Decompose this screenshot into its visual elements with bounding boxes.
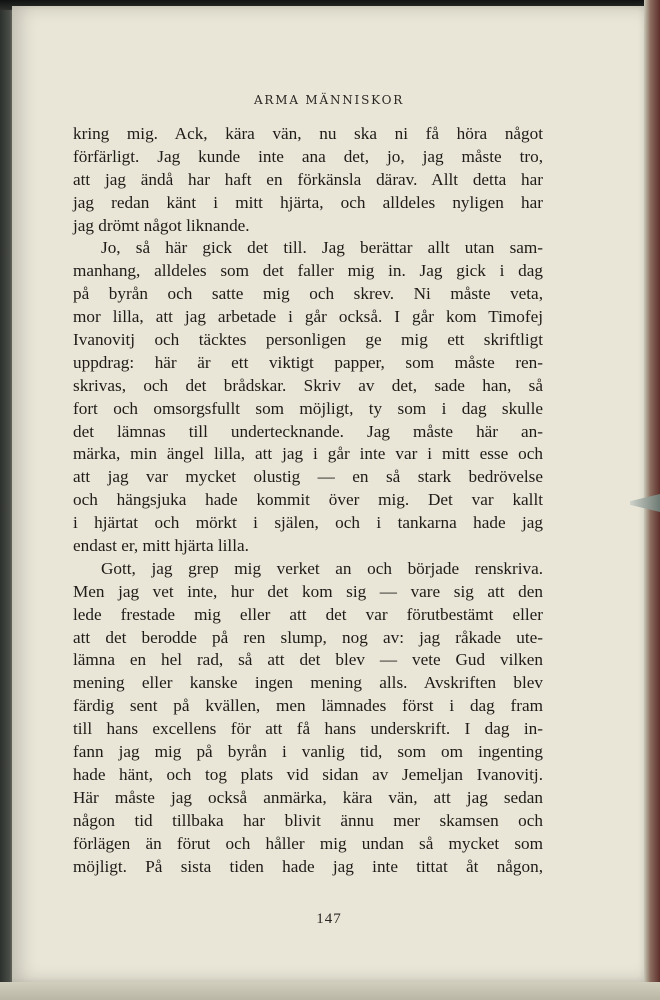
bottom-scan-edge (0, 982, 660, 1000)
text-line: förfärligt. Jag kunde inte ana det, jo, jag måste tro, (73, 146, 543, 166)
book-page (12, 6, 646, 982)
text-line: möjligt. På sista tiden hade jag inte tittat åt någon, (73, 856, 543, 876)
page-number: 147 (316, 911, 342, 927)
text-line: Men jag vet inte, hur det kom sig — vare sig att den (73, 581, 543, 601)
text-line: märka, min ängel lilla, att jag i går inte var i mitt esse och (73, 444, 543, 464)
text-line: i hjärtat och mörkt i själen, och i tankarna hade jag (73, 513, 543, 533)
text-line: lämna en hel rad, så att det blev — vete Gud vilken (73, 650, 543, 670)
text-line: manhang, alldeles som det faller mig in. Jag gick i dag (73, 261, 543, 281)
text-line: skrivas, och det brådskar. Skriv av det, sade han, så (73, 375, 543, 395)
text-line: mor lilla, att jag arbetade i går också. I går kom Timofej (73, 307, 543, 327)
text-line: någon tid tillbaka har blivit ännu mer skamsen och (73, 810, 543, 830)
text-line: Ivanovitj och täcktes personligen ge mig ett skriftligt (73, 330, 543, 350)
text-line: förlägen än förut och håller mig undan så mycket som (73, 833, 543, 853)
text-line: till hans excellens för att få hans underskrift. I dag in- (73, 719, 543, 739)
text-line: Jo, så här gick det till. Jag berättar allt utan sam- (101, 238, 543, 258)
text-line: mening eller kanske ingen mening alls. Avskriften blev (73, 673, 543, 693)
text-line: det lämnas till undertecknande. Jag måste här an- (73, 421, 543, 441)
text-line: färdig sent på kvällen, men lämnades först i dag fram (73, 696, 543, 716)
running-head: ARMA MÄNNISKOR (253, 93, 405, 107)
body-text (73, 123, 543, 878)
text-line: hade hänt, och tog plats vid sidan av Jemeljan Ivanovitj. (73, 764, 543, 784)
text-line: Gott, jag grep mig verket an och började renskriva. (101, 558, 543, 578)
text-line: Här måste jag också anmärka, kära vän, att jag sedan (73, 787, 543, 807)
text-line: lede frestade mig eller att det var förutbestämt eller (73, 604, 543, 624)
text-line: på byrån och satte mig och skrev. Ni måste veta, (73, 284, 543, 304)
text-line: och hängsjuka hade kommit över mig. Det var kallt (73, 490, 543, 510)
text-line: att det berodde på ren slump, nog av: jag råkade ute- (73, 627, 543, 647)
text-line: jag redan känt i mitt hjärta, och alldeles nyligen har (73, 192, 543, 212)
text-line: jag drömt något liknande. (73, 215, 250, 235)
text-line: kring mig. Ack, kära vän, nu ska ni få höra något (73, 124, 543, 143)
text-line: fann jag mig på byrån i vanlig tid, som om ingenting (73, 742, 543, 762)
text-line: endast er, mitt hjärta lilla. (73, 536, 249, 556)
text-line: att jag var mycket olustig — en så stark bedrövelse (73, 467, 543, 487)
text-line: fort och omsorgsfullt som möjligt, ty som i dag skulle (73, 398, 543, 418)
text-line: uppdrag: här är ett viktigt papper, som måste ren- (73, 352, 543, 372)
text-line: att jag ändå har haft en förkänsla därav. Allt detta har (73, 169, 543, 189)
